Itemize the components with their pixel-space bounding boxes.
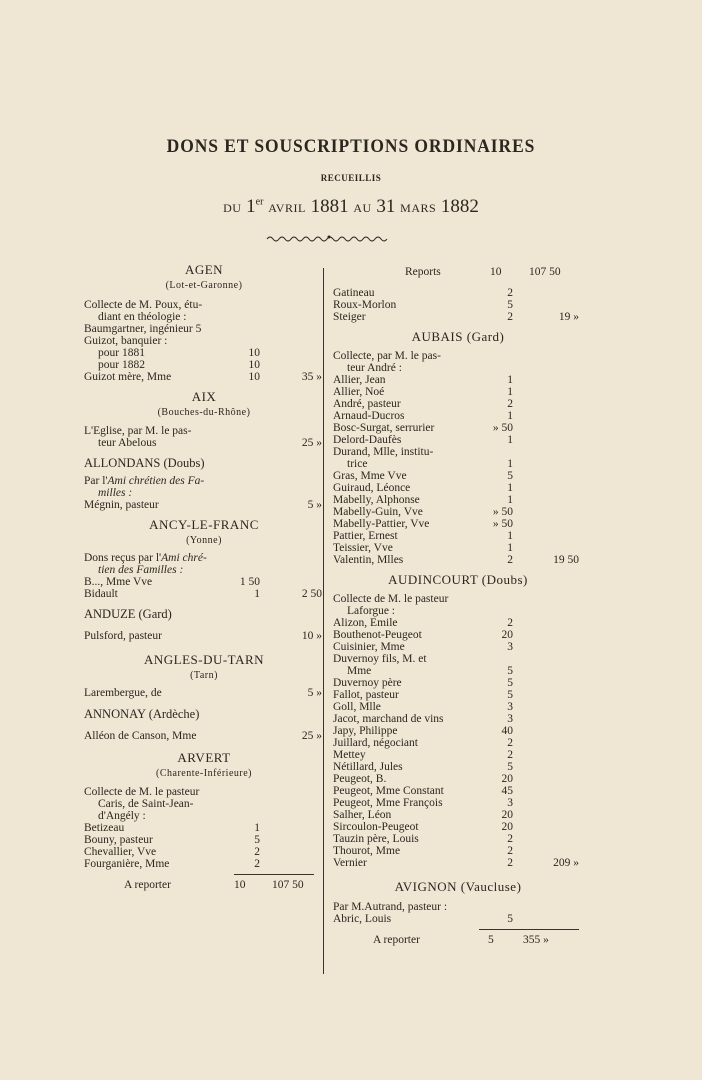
entry-row xyxy=(333,494,583,506)
reports-row: Reports 10 107 50 xyxy=(405,266,561,278)
section-heading: AIX xyxy=(191,389,217,404)
entry-name: Pattier, Ernest xyxy=(333,530,398,542)
entry-row xyxy=(333,833,583,845)
entry-row xyxy=(333,446,583,458)
section-region: (Yonne) xyxy=(186,535,222,546)
entry-name: teur Abelous xyxy=(98,437,157,449)
entry-name: Mettey xyxy=(333,749,366,761)
entry-row xyxy=(84,564,324,576)
entry-amount: 1 xyxy=(507,434,513,446)
entry-name: Guizot, banquier : xyxy=(84,335,168,347)
entry-subtotal: 19 50 xyxy=(553,554,579,566)
entry-row xyxy=(333,506,583,518)
entry-name: Collecte, par M. le pas- xyxy=(333,350,441,362)
entry-row xyxy=(333,689,583,701)
entry-row xyxy=(333,761,583,773)
entry-name: Pulsford, pasteur xyxy=(84,630,162,642)
entry-amount: 10 xyxy=(248,359,260,371)
entry-amount: 2 xyxy=(507,554,513,566)
entry-name: Fourganière, Mme xyxy=(84,858,170,870)
aubais-list xyxy=(333,350,583,566)
entry-amount: 1 xyxy=(254,822,260,834)
entry-amount: 3 xyxy=(507,713,513,725)
section-heading: ANGLES-DU-TARN xyxy=(143,652,265,667)
entry-row xyxy=(333,809,583,821)
section-region: (Charente-Inférieure) xyxy=(156,768,252,779)
entry-name: Goll, Mlle xyxy=(333,701,381,713)
entry-row xyxy=(84,475,324,487)
entry-amount: 2 xyxy=(254,846,260,858)
entry-name: Larembergue, de xyxy=(84,687,162,699)
entry-amount: 1 xyxy=(507,482,513,494)
entry-row xyxy=(333,725,583,737)
entry-row xyxy=(333,913,583,925)
entry-name: Chevallier, Vve xyxy=(84,846,157,858)
entry-amount: 20 xyxy=(501,773,513,785)
section-heading: AUBAIS (Gard) xyxy=(411,329,505,344)
entry-name: Jacot, marchand de vins xyxy=(333,713,444,725)
entry-amount: 2 xyxy=(507,398,513,410)
entry-name: Mme xyxy=(347,665,372,677)
entry-amount: 5 xyxy=(507,689,513,701)
entry-italic: Ami chré- xyxy=(161,552,207,564)
entry-amount: 1 xyxy=(507,386,513,398)
entry-row xyxy=(84,323,324,335)
entry-amount: 1 50 xyxy=(239,576,260,588)
entry-name: trice xyxy=(347,458,368,470)
entry-name: Vernier xyxy=(333,857,367,869)
entry-subtotal: 209 » xyxy=(553,857,579,869)
entry-amount: 1 xyxy=(507,494,513,506)
page-title: DONS ET SOUSCRIPTIONS ORDINAIRES xyxy=(166,136,536,157)
entry-row xyxy=(333,518,583,530)
entry-name: pour 1881 xyxy=(98,347,145,359)
entry-name: B..., Mme Vve xyxy=(84,576,153,588)
entry-row xyxy=(333,530,583,542)
entry-amount: 2 xyxy=(507,311,513,323)
entry-name: Juillard, négociant xyxy=(333,737,418,749)
entry-row xyxy=(333,350,583,362)
entry-row xyxy=(84,437,324,449)
entry-row xyxy=(333,677,583,689)
entry-name: Roux-Morlon xyxy=(333,299,397,311)
entry-name: Japy, Philippe xyxy=(333,725,398,737)
entry-name: Gatineau xyxy=(333,287,375,299)
entry-row xyxy=(84,730,324,742)
entry-row xyxy=(333,458,583,470)
entry-amount: 5 xyxy=(507,299,513,311)
entry-row xyxy=(333,434,583,446)
entry-row xyxy=(333,410,583,422)
entry-row xyxy=(84,311,324,323)
agen-list xyxy=(84,299,324,383)
entry-amount: 20 xyxy=(501,629,513,641)
section-heading: ANDUZE (Gard) xyxy=(84,607,172,621)
entry-amount: 5 xyxy=(254,834,260,846)
entry-amount: 2 xyxy=(507,845,513,857)
entry-name: Alizon, Emile xyxy=(333,617,398,629)
entry-name: Mégnin, pasteur xyxy=(84,499,159,511)
arvert-list xyxy=(84,786,324,870)
entry-amount: 1 xyxy=(507,374,513,386)
entry-row xyxy=(333,641,583,653)
entry-name: Steiger xyxy=(333,311,366,323)
entry-amount: 3 xyxy=(507,641,513,653)
right-column xyxy=(333,262,583,947)
entry-amount: 5 xyxy=(507,913,513,925)
entry-name: Betizeau xyxy=(84,822,125,834)
entry-name: Tauzin père, Louis xyxy=(333,833,419,845)
aix-list xyxy=(84,425,324,449)
entry-name: Laforgue : xyxy=(347,605,396,617)
entry-name: Arnaud-Ducros xyxy=(333,410,405,422)
entry-name: Gras, Mme Vve xyxy=(333,470,407,482)
entry-amount: 10 xyxy=(248,347,260,359)
entry-row xyxy=(84,846,324,858)
entry-row xyxy=(84,786,324,798)
entry-amount: 1 xyxy=(507,542,513,554)
entry-row xyxy=(333,374,583,386)
entry-name: Peugeot, Mme Constant xyxy=(333,785,444,797)
section-heading: ARVERT xyxy=(177,750,231,765)
entry-name: Baumgartner, ingénieur 5 xyxy=(84,323,202,335)
entry-name: Cuisinier, Mme xyxy=(333,641,405,653)
entry-name: Guiraud, Léonce xyxy=(333,482,411,494)
entry-row xyxy=(333,737,583,749)
entry-amount: 2 xyxy=(507,857,513,869)
entry-amount: 5 xyxy=(507,677,513,689)
entry-row xyxy=(333,554,583,566)
entry-row xyxy=(333,701,583,713)
entry-name: Peugeot, B. xyxy=(333,773,387,785)
entry-name: Sircoulon-Peugeot xyxy=(333,821,419,833)
entry-row xyxy=(333,422,583,434)
entry-name: Bosc-Surgat, serrurier xyxy=(333,422,435,434)
left-total-row: A reporter 10 107 50 xyxy=(124,879,304,891)
page-subtitle: RECUEILLIS xyxy=(320,173,382,183)
top-list xyxy=(333,287,583,323)
entry-amount: 20 xyxy=(501,821,513,833)
total-rule xyxy=(479,929,579,930)
entry-row xyxy=(84,425,324,437)
entry-name: diant en théologie : xyxy=(98,311,187,323)
left-column xyxy=(84,262,324,892)
entry-subtotal: 2 50 xyxy=(301,588,322,600)
entry-amount: 2 xyxy=(507,749,513,761)
entry-subtotal: 35 » xyxy=(301,371,322,383)
entry-row xyxy=(84,798,324,810)
avignon-list xyxy=(333,901,583,925)
section-region: (Tarn) xyxy=(190,670,218,681)
entry-amount: » 50 xyxy=(492,506,513,518)
entry-row xyxy=(84,371,324,383)
entry-row xyxy=(84,487,324,499)
section-heading: ALLONDANS (Doubs) xyxy=(84,456,205,470)
entry-name: Durand, Mlle, institu- xyxy=(333,446,434,458)
entry-row xyxy=(84,687,324,699)
entry-amount: 1 xyxy=(507,458,513,470)
entry-amount: 5 xyxy=(507,761,513,773)
entry-row xyxy=(333,901,583,913)
entry-amount: 3 xyxy=(507,701,513,713)
entry-amount: 5 xyxy=(507,470,513,482)
ornament-flourish xyxy=(265,233,393,243)
section-heading: AGEN xyxy=(184,262,224,277)
entry-row xyxy=(333,773,583,785)
entry-name xyxy=(98,487,132,499)
entry-name: d'Angély : xyxy=(98,810,146,822)
section-region: (Bouches-du-Rhône) xyxy=(157,407,251,418)
entry-amount: 2 xyxy=(507,737,513,749)
entry-subtotal: 5 » xyxy=(307,499,322,511)
entry-name: Par l'Ami chrétien des Fa- xyxy=(84,475,205,487)
section-heading: AUDINCOURT (Doubs) xyxy=(388,572,528,587)
entry-row xyxy=(333,845,583,857)
entry-row xyxy=(333,713,583,725)
entry-row xyxy=(84,552,324,564)
entry-row xyxy=(333,821,583,833)
entry-row xyxy=(333,665,583,677)
anduze-list xyxy=(84,630,324,642)
entry-row xyxy=(84,588,324,600)
annonay-list xyxy=(84,730,324,742)
entry-name: Bidault xyxy=(84,588,118,600)
entry-row xyxy=(84,359,324,371)
entry-row xyxy=(333,311,583,323)
entry-row xyxy=(84,630,324,642)
entry-amount: 20 xyxy=(501,809,513,821)
entry-name: Collecte de M. le pasteur xyxy=(84,786,200,798)
entry-row xyxy=(84,347,324,359)
entry-row xyxy=(333,386,583,398)
entry-name: Peugeot, Mme François xyxy=(333,797,443,809)
entry-name: teur André : xyxy=(347,362,402,374)
entry-amount: 2 xyxy=(254,858,260,870)
entry-row xyxy=(333,797,583,809)
entry-row xyxy=(84,810,324,822)
entry-row xyxy=(333,482,583,494)
entry-name: Delord-Daufès xyxy=(333,434,402,446)
entry-amount: 2 xyxy=(507,833,513,845)
entry-name: Bouthenot-Peugeot xyxy=(333,629,422,641)
entry-row xyxy=(333,653,583,665)
entry-row xyxy=(333,857,583,869)
entry-amount: 10 xyxy=(248,371,260,383)
entry-row xyxy=(333,629,583,641)
entry-amount: » 50 xyxy=(492,518,513,530)
right-total-row: A reporter 5 355 » xyxy=(373,934,549,946)
entry-amount: 2 xyxy=(507,617,513,629)
entry-amount: 1 xyxy=(507,530,513,542)
entry-row xyxy=(333,785,583,797)
entry-name: pour 1882 xyxy=(98,359,145,371)
entry-name: Guizot mère, Mme xyxy=(84,371,172,383)
section-heading: ANCY-LE-FRANC xyxy=(149,517,259,532)
entry-row xyxy=(333,749,583,761)
angles-list xyxy=(84,687,324,699)
entry-name: Alléon de Canson, Mme xyxy=(84,730,197,742)
entry-row xyxy=(84,822,324,834)
allondans-list xyxy=(84,475,324,511)
entry-name: Caris, de Saint-Jean- xyxy=(98,798,194,810)
entry-row xyxy=(333,617,583,629)
total-rule xyxy=(234,874,314,875)
entry-row xyxy=(333,470,583,482)
entry-name: Valentin, Mlles xyxy=(333,554,404,566)
entry-name: André, pasteur xyxy=(333,398,401,410)
entry-subtotal: 25 » xyxy=(301,437,322,449)
section-heading: AVIGNON (Vaucluse) xyxy=(394,879,522,894)
entry-name: Duvernoy père xyxy=(333,677,402,689)
entry-name: Thourot, Mme xyxy=(333,845,401,857)
entry-name: Teissier, Vve xyxy=(333,542,393,554)
entry-name: Salher, Léon xyxy=(333,809,392,821)
entry-row xyxy=(84,576,324,588)
entry-name: Mabelly-Pattier, Vve xyxy=(333,518,430,530)
entry-row xyxy=(333,299,583,311)
entry-subtotal: 19 » xyxy=(558,311,579,323)
entry-row xyxy=(333,542,583,554)
entry-row xyxy=(333,593,583,605)
entry-name: Allier, Noé xyxy=(333,386,385,398)
entry-name: Mabelly-Guin, Vve xyxy=(333,506,423,518)
entry-row xyxy=(84,834,324,846)
entry-name: Nétillard, Jules xyxy=(333,761,403,773)
entry-subtotal: 25 » xyxy=(301,730,322,742)
entry-row xyxy=(84,858,324,870)
entry-row xyxy=(333,605,583,617)
entry-name xyxy=(98,564,183,576)
entry-row xyxy=(333,362,583,374)
ancy-list xyxy=(84,552,324,600)
entry-row xyxy=(84,499,324,511)
entry-amount: 1 xyxy=(507,410,513,422)
entry-name: L'Eglise, par M. le pas- xyxy=(84,425,192,437)
entry-subtotal: 10 » xyxy=(301,630,322,642)
entry-row xyxy=(84,335,324,347)
entry-name: Collecte de M. le pasteur xyxy=(333,593,449,605)
entry-name: Abric, Louis xyxy=(333,913,392,925)
entry-name: Allier, Jean xyxy=(333,374,386,386)
entry-name: Mabelly, Alphonse xyxy=(333,494,420,506)
entry-name: Fallot, pasteur xyxy=(333,689,399,701)
entry-row xyxy=(84,299,324,311)
audincourt-list xyxy=(333,593,583,869)
entry-italic: tien des Familles : xyxy=(98,564,184,576)
entry-italic: Ami chrétien des Fa- xyxy=(107,475,205,487)
entry-name: Dons reçus par l'Ami chré- xyxy=(84,552,207,564)
entry-amount: 5 xyxy=(507,665,513,677)
section-heading: ANNONAY (Ardèche) xyxy=(84,707,200,721)
entry-row xyxy=(333,398,583,410)
entry-amount: 40 xyxy=(501,725,513,737)
entry-italic: milles : xyxy=(98,487,133,499)
entry-amount: » 50 xyxy=(492,422,513,434)
entry-amount: 1 xyxy=(254,588,260,600)
entry-row xyxy=(333,287,583,299)
entry-name: Duvernoy fils, M. et xyxy=(333,653,427,665)
entry-amount: 3 xyxy=(507,797,513,809)
entry-name: Collecte de M. Poux, étu- xyxy=(84,299,203,311)
entry-amount: 2 xyxy=(507,287,513,299)
section-region: (Lot-et-Garonne) xyxy=(165,280,243,291)
period-line: DU 1er AVRIL 1881 AU 31 MARS 1882 xyxy=(223,196,479,217)
entry-amount: 45 xyxy=(501,785,513,797)
entry-subtotal: 5 » xyxy=(307,687,322,699)
entry-name: Par M.Autrand, pasteur : xyxy=(333,901,448,913)
entry-name: Bouny, pasteur xyxy=(84,834,153,846)
